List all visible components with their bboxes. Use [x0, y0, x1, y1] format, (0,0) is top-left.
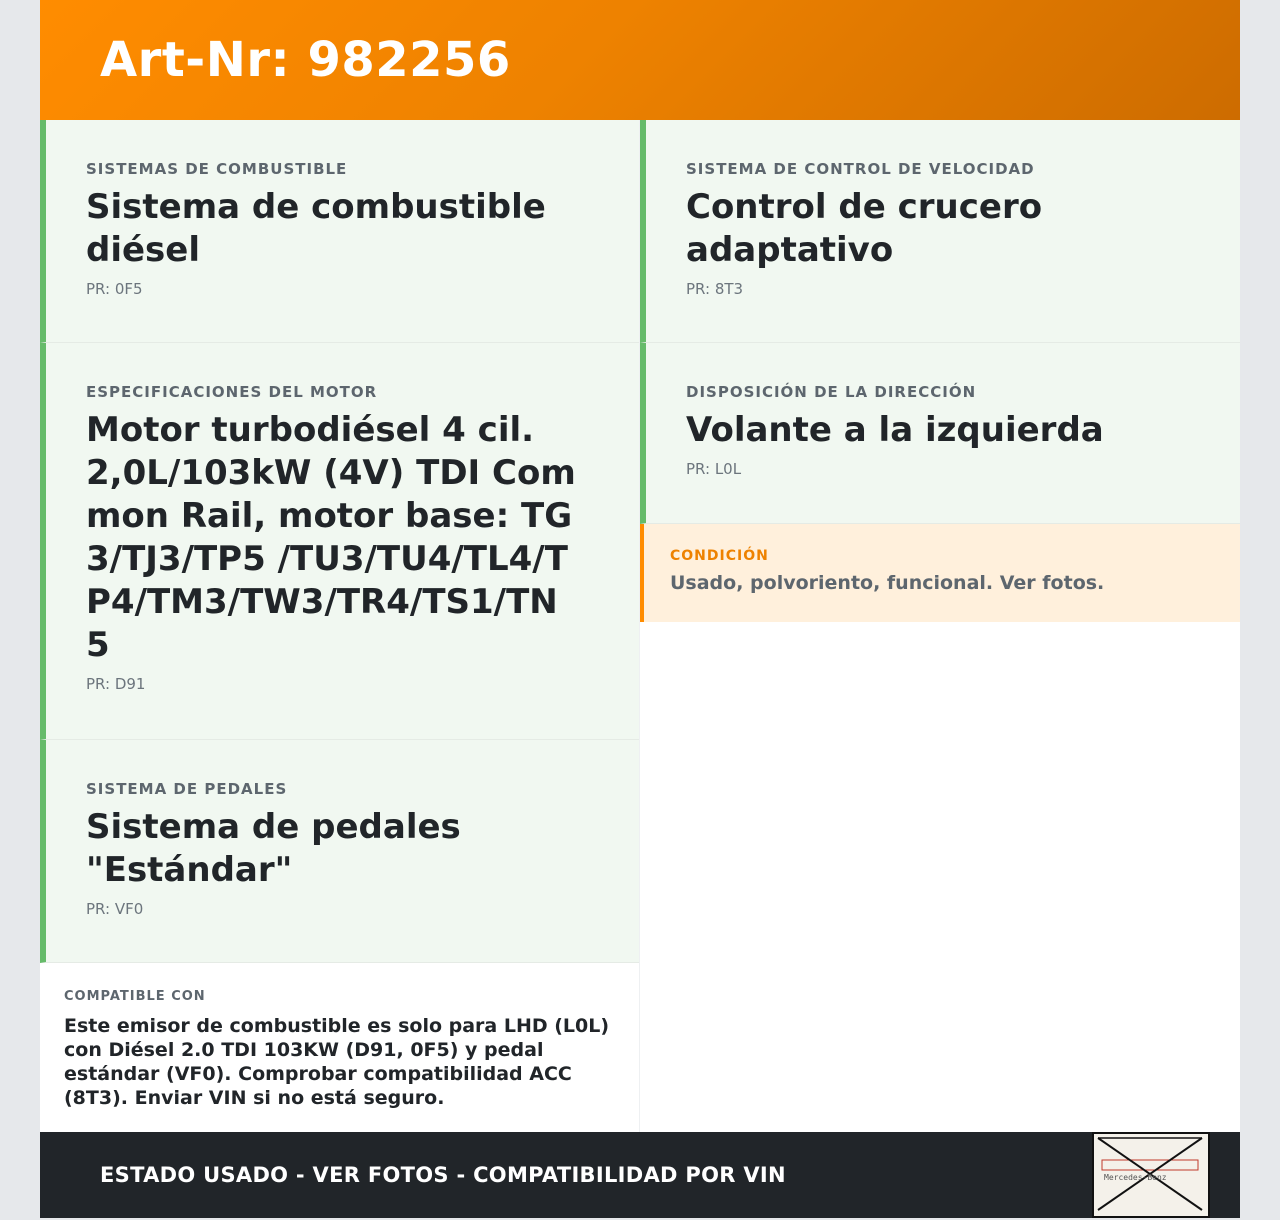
spec-card-steering — [640, 343, 1240, 524]
spec-card-engine — [40, 343, 639, 740]
condition-text: Usado, polvoriento, funcional. Ver fotos. — [670, 572, 1105, 594]
spec-value: Motor turbodiésel 4 cil. 2,0L/103kW (4V) TDI Common Rail, motor base: TG3/TJ3/TP5 /TU3/TU4/TL4/TP4/TM3/TW3/TR4/TS1/TN5 — [86, 410, 576, 665]
spec-category: ESPECIFICACIONES DEL MOTOR — [86, 383, 378, 401]
compatibility-section — [40, 963, 639, 1132]
spec-grid — [40, 120, 1240, 1132]
left-column — [40, 120, 640, 1132]
spec-card-cruise-control — [640, 120, 1240, 343]
spec-card-fuel-system — [40, 120, 639, 343]
footer-bar — [40, 1132, 1240, 1218]
label-photo-icon — [1094, 1134, 1208, 1216]
condition-label: CONDICIÓN — [670, 548, 769, 564]
spec-category: SISTEMAS DE COMBUSTIBLE — [86, 160, 348, 178]
thumbnail-label: Mercedes-Benz — [1104, 1173, 1167, 1182]
spec-pr-code: PR: 8T3 — [686, 280, 744, 298]
page — [40, 0, 1240, 1218]
spec-value: Volante a la izquierda — [686, 410, 1104, 450]
spec-pr-code: PR: 0F5 — [86, 280, 143, 298]
article-number-title: Art-Nr: 982256 — [100, 32, 511, 88]
footer-text: ESTADO USADO - VER FOTOS - COMPATIBILIDAD POR VIN — [100, 1163, 786, 1187]
condition-section — [640, 524, 1240, 622]
spec-category: DISPOSICIÓN DE LA DIRECCIÓN — [686, 383, 977, 401]
spec-value: Sistema de pedales "Estándar" — [86, 807, 461, 890]
header — [40, 0, 1240, 120]
compatibility-text: Este emisor de combustible es solo para LHD (L0L) con Diésel 2.0 TDI 103KW (D91, 0F5) y pedal estándar (VF0). Comprobar compatibilidad ACC (8T3). Enviar VIN si no está seguro. — [64, 1015, 610, 1109]
spec-card-pedals — [40, 740, 639, 963]
product-thumbnail[interactable] — [1092, 1132, 1210, 1218]
spec-category: SISTEMA DE CONTROL DE VELOCIDAD — [686, 160, 1035, 178]
right-column — [640, 120, 1240, 1132]
spec-value: Sistema de combustible diésel — [86, 187, 546, 270]
spec-pr-code: PR: VF0 — [86, 900, 144, 918]
spec-pr-code: PR: L0L — [686, 460, 742, 478]
spec-value: Control de crucero adaptativo — [686, 187, 1043, 270]
spec-category: SISTEMA DE PEDALES — [86, 780, 288, 798]
compatibility-label: COMPATIBLE CON — [64, 989, 206, 1004]
spec-pr-code: PR: D91 — [86, 675, 146, 693]
